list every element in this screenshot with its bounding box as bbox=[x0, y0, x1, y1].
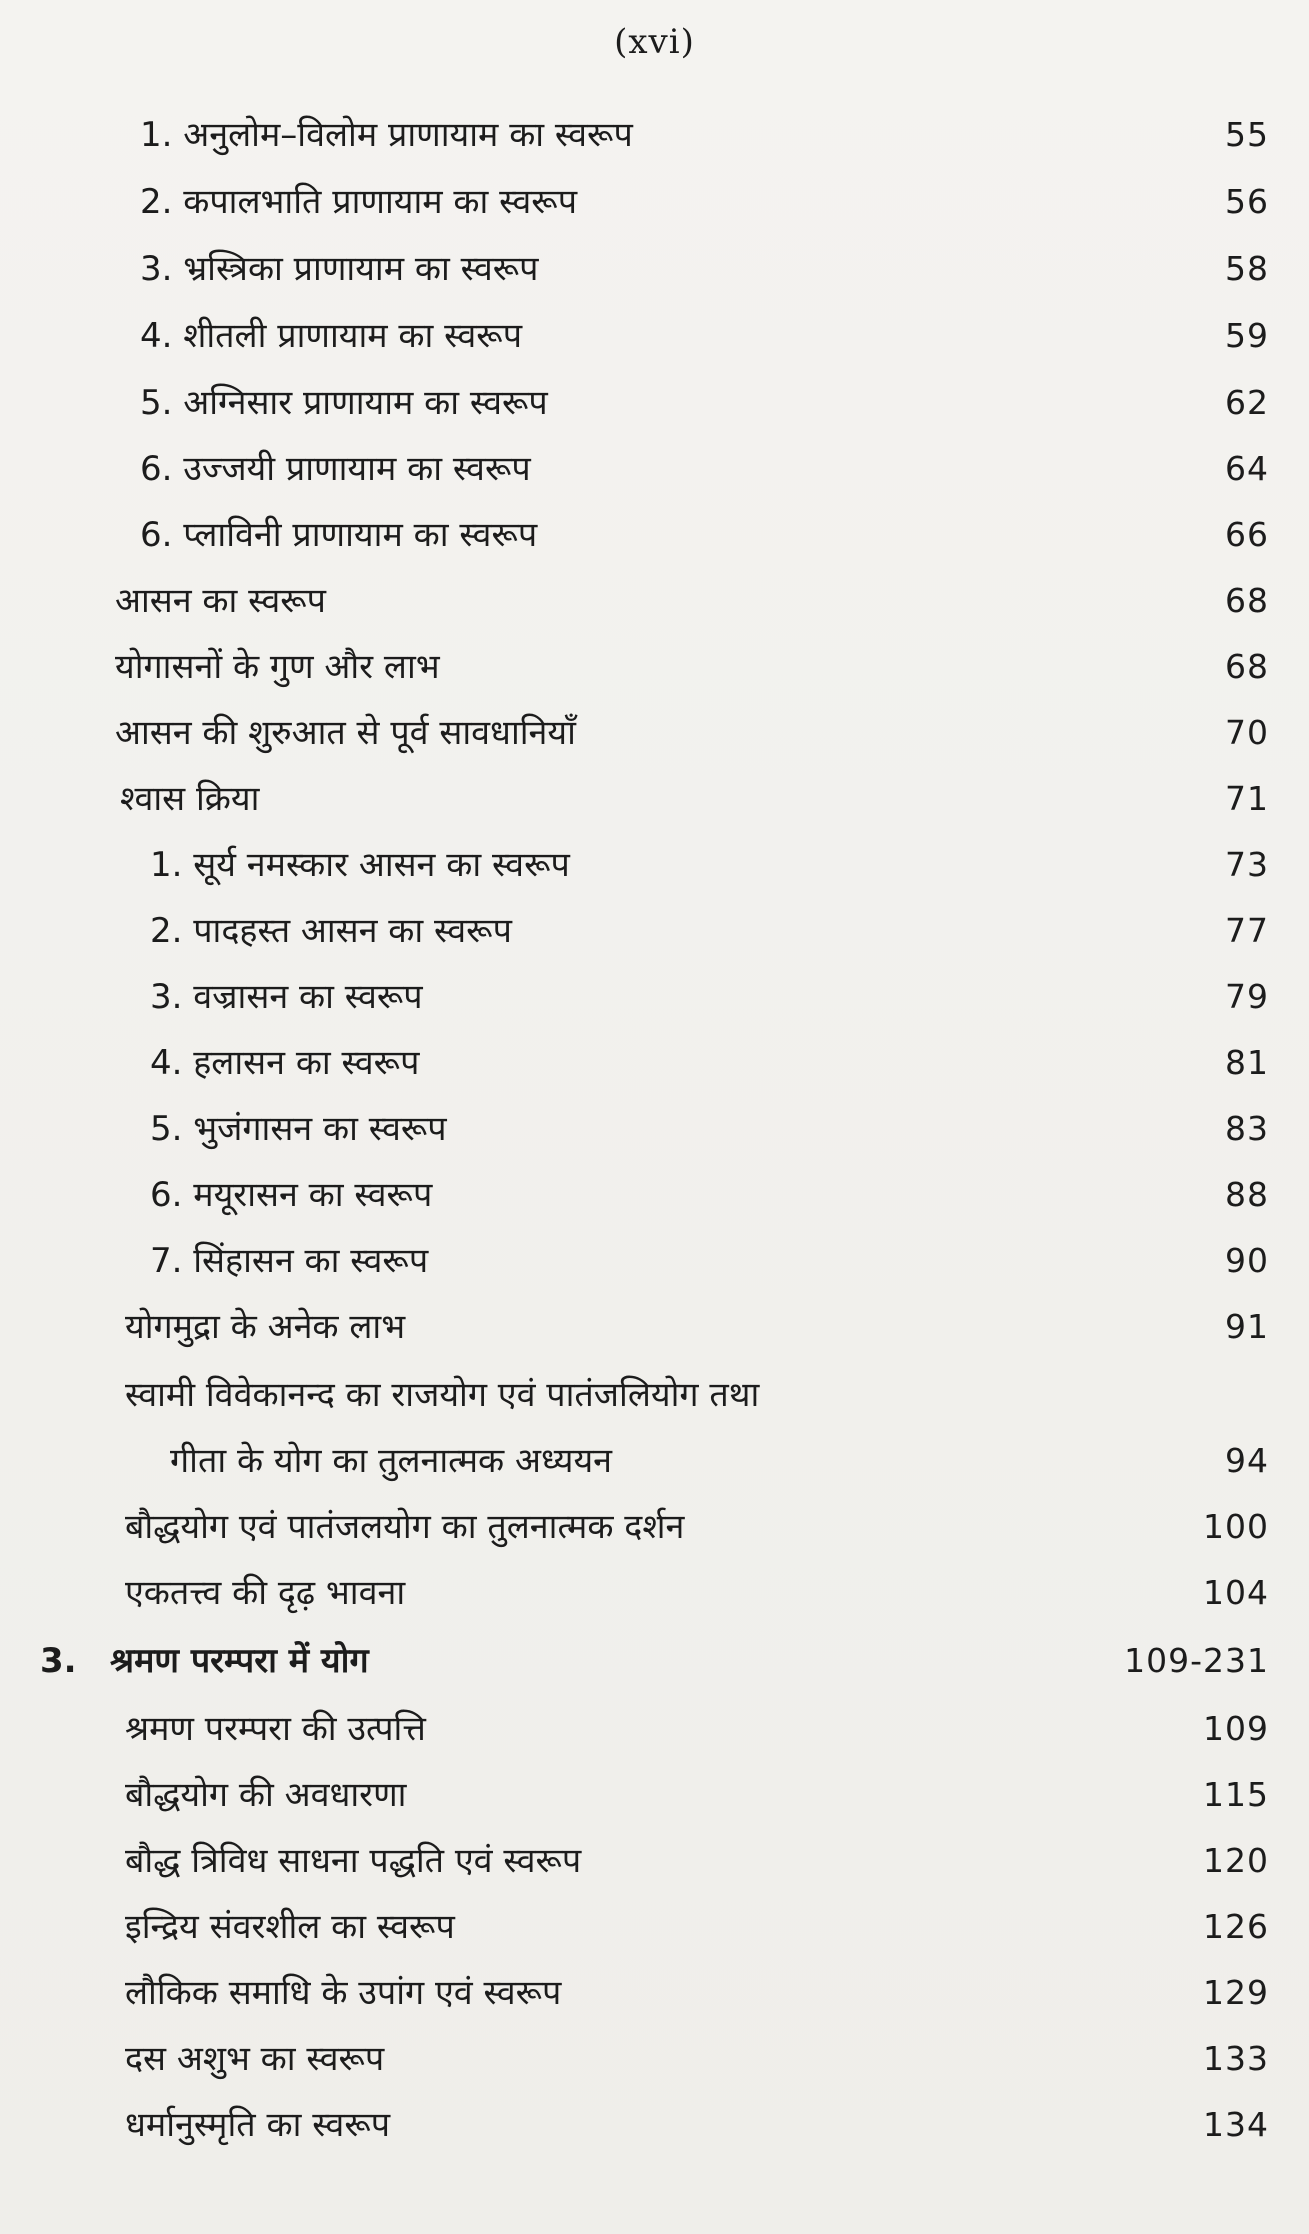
toc-entry-page: 88 bbox=[1225, 1175, 1269, 1214]
toc-entry bbox=[0, 510, 1309, 570]
chapter-number: 3. bbox=[40, 1641, 77, 1681]
toc-entry-page: 94 bbox=[1225, 1441, 1269, 1480]
toc-entry-title: 2. पादहस्त आसन का स्वरूप bbox=[150, 911, 512, 951]
toc-entry-page: 126 bbox=[1203, 1907, 1269, 1946]
toc-entry-page: 134 bbox=[1203, 2105, 1269, 2144]
toc-entry-title: धर्मानुस्मृति का स्वरूप bbox=[125, 2105, 391, 2145]
toc-entry bbox=[0, 708, 1309, 768]
toc-entry bbox=[0, 1236, 1309, 1296]
toc-entry bbox=[0, 444, 1309, 504]
toc-entry bbox=[0, 2100, 1309, 2160]
toc-entry-title: श्रमण परम्परा की उत्पत्ति bbox=[125, 1709, 426, 1749]
toc-entry-title: दस अशुभ का स्वरूप bbox=[125, 2039, 385, 2079]
toc-entry-title: योगासनों के गुण और लाभ bbox=[115, 647, 440, 687]
toc-entry-page: 66 bbox=[1225, 515, 1269, 554]
toc-entry-title: लौकिक समाधि के उपांग एवं स्वरूप bbox=[125, 1973, 562, 2013]
toc-entry-title: स्वामी विवेकानन्द का राजयोग एवं पातंजलियोग तथा bbox=[125, 1375, 760, 1415]
toc-entry-page: 70 bbox=[1225, 713, 1269, 752]
toc-entry-title: बौद्धयोग की अवधारणा bbox=[125, 1775, 407, 1815]
toc-entry-title: 6. मयूरासन का स्वरूप bbox=[150, 1175, 433, 1215]
toc-entry bbox=[0, 840, 1309, 900]
toc-entry-page: 83 bbox=[1225, 1109, 1269, 1148]
toc-entry-page: 91 bbox=[1225, 1307, 1269, 1346]
toc-entry-title: बौद्ध त्रिविध साधना पद्धति एवं स्वरूप bbox=[125, 1841, 582, 1881]
toc-entry bbox=[0, 1704, 1309, 1764]
toc-entry-page: 129 bbox=[1203, 1973, 1269, 2012]
toc-entry-title: 4. शीतली प्राणायाम का स्वरूप bbox=[140, 316, 523, 356]
toc-entry-page: 71 bbox=[1225, 779, 1269, 818]
toc-entry-title: 7. सिंहासन का स्वरूप bbox=[150, 1241, 429, 1281]
toc-entry bbox=[0, 244, 1309, 304]
toc-entry-title: श्वास क्रिया bbox=[120, 779, 260, 819]
toc-entry bbox=[0, 1502, 1309, 1562]
toc-entry bbox=[0, 1836, 1309, 1896]
toc-entry-page: 64 bbox=[1225, 449, 1269, 488]
toc-entry bbox=[0, 972, 1309, 1032]
toc-entry-page: 77 bbox=[1225, 911, 1269, 950]
toc-entry-title: 4. हलासन का स्वरूप bbox=[150, 1043, 420, 1083]
toc-entry bbox=[0, 1436, 1309, 1496]
toc-entry bbox=[0, 1170, 1309, 1230]
toc-entry-page: 58 bbox=[1225, 249, 1269, 288]
toc-entry-page: 133 bbox=[1203, 2039, 1269, 2078]
toc-entry-title: 5. अग्निसार प्राणायाम का स्वरूप bbox=[140, 383, 548, 423]
toc-entry-title: इन्द्रिय संवरशील का स्वरूप bbox=[125, 1907, 455, 1947]
toc-entry bbox=[0, 1302, 1309, 1362]
toc-entry-page: 55 bbox=[1225, 115, 1269, 154]
toc-entry bbox=[0, 642, 1309, 702]
toc-entry bbox=[0, 906, 1309, 966]
toc-entry-page: 68 bbox=[1225, 581, 1269, 620]
toc-entry-title: 1. अनुलोम–विलोम प्राणायाम का स्वरूप bbox=[140, 115, 633, 155]
toc-entry bbox=[0, 1968, 1309, 2028]
toc-entry bbox=[0, 378, 1309, 438]
toc-entry bbox=[0, 576, 1309, 636]
toc-entry bbox=[0, 177, 1309, 237]
toc-entry-page: 59 bbox=[1225, 316, 1269, 355]
toc-entry bbox=[0, 2034, 1309, 2094]
toc-entry-title: 3. भ्रस्त्रिका प्राणायाम का स्वरूप bbox=[140, 249, 539, 289]
toc-entry bbox=[0, 1568, 1309, 1628]
toc-entry-title: 5. भुजंगासन का स्वरूप bbox=[150, 1109, 447, 1149]
toc-entry-title: 2. कपालभाति प्राणायाम का स्वरूप bbox=[140, 182, 578, 222]
toc-entry bbox=[0, 774, 1309, 834]
toc-chapter-heading bbox=[0, 1636, 1309, 1696]
toc-entry-page: 104 bbox=[1203, 1573, 1269, 1612]
toc-entry-title: आसन का स्वरूप bbox=[115, 581, 326, 621]
toc-entry bbox=[0, 311, 1309, 371]
toc-entry bbox=[0, 1370, 1309, 1430]
toc-entry-title: 1. सूर्य नमस्कार आसन का स्वरूप bbox=[150, 845, 570, 885]
toc-entry-page: 68 bbox=[1225, 647, 1269, 686]
toc-entry-title: बौद्धयोग एवं पातंजलयोग का तुलनात्मक दर्शन bbox=[125, 1507, 685, 1547]
toc-entry-title: 3. वज्रासन का स्वरूप bbox=[150, 977, 423, 1017]
chapter-page-range: 109-231 bbox=[1124, 1641, 1269, 1680]
toc-entry-title: योगमुद्रा के अनेक लाभ bbox=[125, 1307, 406, 1347]
toc-entry bbox=[0, 1038, 1309, 1098]
toc-entry-page: 90 bbox=[1225, 1241, 1269, 1280]
chapter-title: श्रमण परम्परा में योग bbox=[110, 1641, 369, 1681]
toc-entry bbox=[0, 1104, 1309, 1164]
toc-entry-title: 6. उज्जयी प्राणायाम का स्वरूप bbox=[140, 449, 531, 489]
toc-entry-title: गीता के योग का तुलनात्मक अध्ययन bbox=[170, 1441, 613, 1481]
toc-entry-title: एकतत्त्व की दृढ़ भावना bbox=[125, 1573, 406, 1613]
toc-entry bbox=[0, 1902, 1309, 1962]
toc-entry-page: 100 bbox=[1203, 1507, 1269, 1546]
toc-entry-page: 56 bbox=[1225, 182, 1269, 221]
toc-entry-page: 120 bbox=[1203, 1841, 1269, 1880]
toc-entry bbox=[0, 110, 1309, 170]
toc-entry bbox=[0, 1770, 1309, 1830]
toc-entry-title: 6. प्लाविनी प्राणायाम का स्वरूप bbox=[140, 515, 538, 555]
toc-entry-page: 81 bbox=[1225, 1043, 1269, 1082]
toc-entry-page: 73 bbox=[1225, 845, 1269, 884]
page-number-header: (xvi) bbox=[614, 22, 695, 62]
toc-entry-title: आसन की शुरुआत से पूर्व सावधानियाँ bbox=[115, 713, 576, 753]
toc-entry-page: 115 bbox=[1203, 1775, 1269, 1814]
toc-entry-page: 109 bbox=[1203, 1709, 1269, 1748]
toc-entry-page: 62 bbox=[1225, 383, 1269, 422]
toc-entry-page: 79 bbox=[1225, 977, 1269, 1016]
